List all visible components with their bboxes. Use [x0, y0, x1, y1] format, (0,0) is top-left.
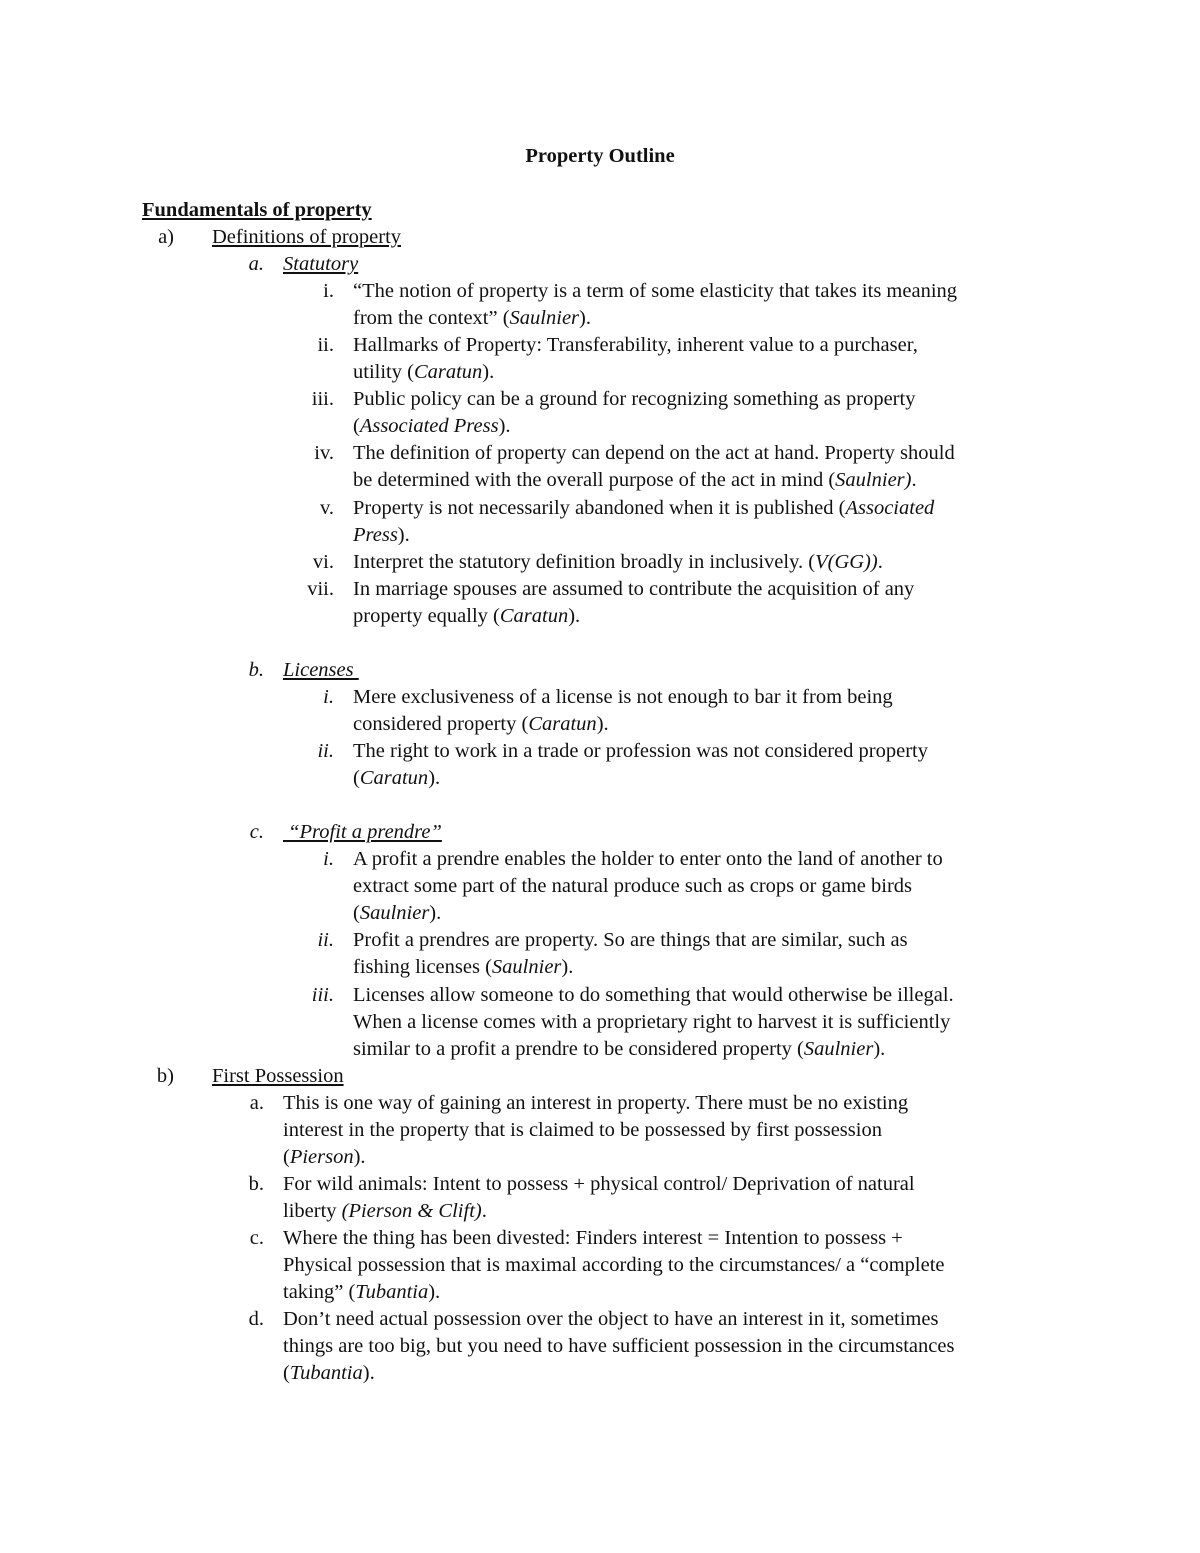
- item-text: ).: [428, 1281, 441, 1303]
- outline-label-licenses: Licenses: [283, 659, 359, 681]
- outline-marker: ii.: [317, 929, 334, 951]
- case-citation: Pierson: [289, 1146, 354, 1168]
- item-text: When a license comes with a proprietary right to harvest it is sufficiently: [353, 1011, 951, 1033]
- item-text: ).: [579, 307, 591, 329]
- item-text: Property is not necessarily abandoned when it is published (: [353, 497, 846, 519]
- item-text: ).: [498, 415, 511, 437]
- item-text: Where the thing has been divested: Finders interest = Intention to possess +: [283, 1227, 903, 1249]
- case-citation: Caratun: [359, 767, 429, 789]
- outline-marker: b.: [248, 1173, 264, 1195]
- outline-marker: iv.: [314, 442, 334, 464]
- case-citation: Saulnier): [835, 469, 912, 491]
- item-text: (: [353, 902, 360, 924]
- case-citation: V(GG)): [815, 551, 878, 573]
- item-text: (: [283, 1362, 290, 1384]
- item-text: Don’t need actual possession over the object to have an interest in it, sometimes: [283, 1308, 939, 1330]
- item-text: ).: [568, 605, 581, 627]
- item-text: be determined with the overall purpose of the act in mind (: [353, 469, 836, 491]
- item-text: This is one way of gaining an interest in property. There must be no existing: [283, 1092, 909, 1114]
- case-citation: Caratun: [413, 361, 483, 383]
- outline-marker: b.: [248, 659, 264, 681]
- item-text: The right to work in a trade or profession was not considered property: [353, 740, 928, 762]
- outline-marker: i.: [323, 848, 334, 870]
- outline-label-profit: “Profit a prendre”: [283, 821, 442, 843]
- document-title: Property Outline: [525, 145, 675, 167]
- item-text: ).: [429, 902, 442, 924]
- case-citation: Associated Press: [359, 415, 499, 437]
- outline-marker: ii.: [317, 334, 334, 356]
- item-text: similar to a profit a prendre to be considered property (: [353, 1038, 804, 1060]
- item-text: .: [911, 469, 917, 491]
- item-text: .: [481, 1200, 487, 1222]
- item-text: considered property (: [353, 713, 529, 735]
- item-text: interest in the property that is claimed to be possessed by first possession: [283, 1119, 882, 1141]
- item-text: ).: [353, 1146, 366, 1168]
- item-text: The definition of property can depend on the act at hand. Property should: [353, 442, 955, 464]
- item-text: “The notion of property is a term of some elasticity that takes its meaning: [353, 280, 958, 302]
- item-text: .: [877, 551, 883, 573]
- section-heading: Fundamentals of property: [142, 199, 372, 221]
- item-text: ).: [596, 713, 609, 735]
- outline-marker: i.: [323, 686, 334, 708]
- case-citation: Associated: [845, 497, 935, 519]
- outline-marker: d.: [248, 1308, 264, 1330]
- item-text: (: [353, 415, 360, 437]
- item-text: taking” (: [283, 1281, 356, 1303]
- outline-marker: i.: [323, 280, 334, 302]
- outline-marker: a.: [249, 1092, 264, 1114]
- outline-marker: b): [156, 1065, 174, 1087]
- outline-marker: c.: [249, 1227, 264, 1249]
- case-citation: (Pierson & Clift): [341, 1200, 482, 1222]
- case-citation: Saulnier: [803, 1038, 874, 1060]
- item-text: Hallmarks of Property: Transferability, inherent value to a purchaser,: [353, 334, 918, 356]
- item-text: ).: [362, 1362, 375, 1384]
- case-citation: Saulnier: [491, 956, 562, 978]
- item-text: fishing licenses (: [353, 956, 492, 978]
- case-citation: Tubantia: [355, 1281, 429, 1303]
- item-text: ).: [561, 956, 574, 978]
- case-citation: Caratun: [499, 605, 569, 627]
- outline-marker: a.: [248, 253, 264, 275]
- item-text: Interpret the statutory definition broadly in inclusively. (: [353, 551, 816, 573]
- outline-marker: vi.: [312, 551, 334, 573]
- item-text: Profit a prendres are property. So are things that are similar, such as: [353, 929, 908, 951]
- case-citation: Saulnier: [359, 902, 430, 924]
- item-text: (: [353, 767, 360, 789]
- outline-label-definitions: Definitions of property: [212, 226, 402, 248]
- item-text: utility (: [353, 361, 414, 383]
- item-text: Licenses allow someone to do something that would otherwise be illegal.: [353, 984, 954, 1006]
- outline-marker: ii.: [317, 740, 334, 762]
- case-citation: Press: [353, 524, 398, 546]
- item-text: Physical possession that is maximal according to the circumstances/ a “complete: [283, 1254, 945, 1276]
- item-text: extract some part of the natural produce such as crops or game birds: [353, 875, 912, 897]
- item-text: ).: [873, 1038, 886, 1060]
- item-text: ).: [482, 361, 495, 383]
- outline-marker: vii.: [307, 578, 334, 600]
- item-text: things are too big, but you need to have sufficient possession in the circumstances: [283, 1335, 955, 1357]
- item-text: In marriage spouses are assumed to contribute the acquisition of any: [353, 578, 915, 600]
- item-text: For wild animals: Intent to possess + physical control/ Deprivation of natural: [283, 1173, 915, 1195]
- outline-label-statutory: Statutory: [283, 253, 359, 275]
- outline-label-first-possession: First Possession: [212, 1065, 344, 1087]
- outline-marker: c.: [249, 821, 264, 843]
- item-text: ).: [397, 524, 410, 546]
- item-text: property equally (: [353, 605, 500, 627]
- item-text: (: [283, 1146, 290, 1168]
- item-text: Public policy can be a ground for recognizing something as property: [353, 388, 916, 410]
- case-citation: Caratun: [528, 713, 597, 735]
- outline-marker: iii.: [311, 984, 334, 1006]
- outline-marker: a): [158, 226, 174, 248]
- item-text: Mere exclusiveness of a license is not enough to bar it from being: [353, 686, 893, 708]
- item-text: ).: [428, 767, 441, 789]
- case-citation: Tubantia: [289, 1362, 363, 1384]
- item-text: liberty: [283, 1200, 342, 1222]
- item-text: A profit a prendre enables the holder to enter onto the land of another to: [353, 848, 943, 870]
- case-citation: Saulnier: [509, 307, 580, 329]
- outline-marker: v.: [319, 497, 334, 519]
- item-text: from the context” (: [353, 307, 510, 329]
- outline-marker: iii.: [311, 388, 334, 410]
